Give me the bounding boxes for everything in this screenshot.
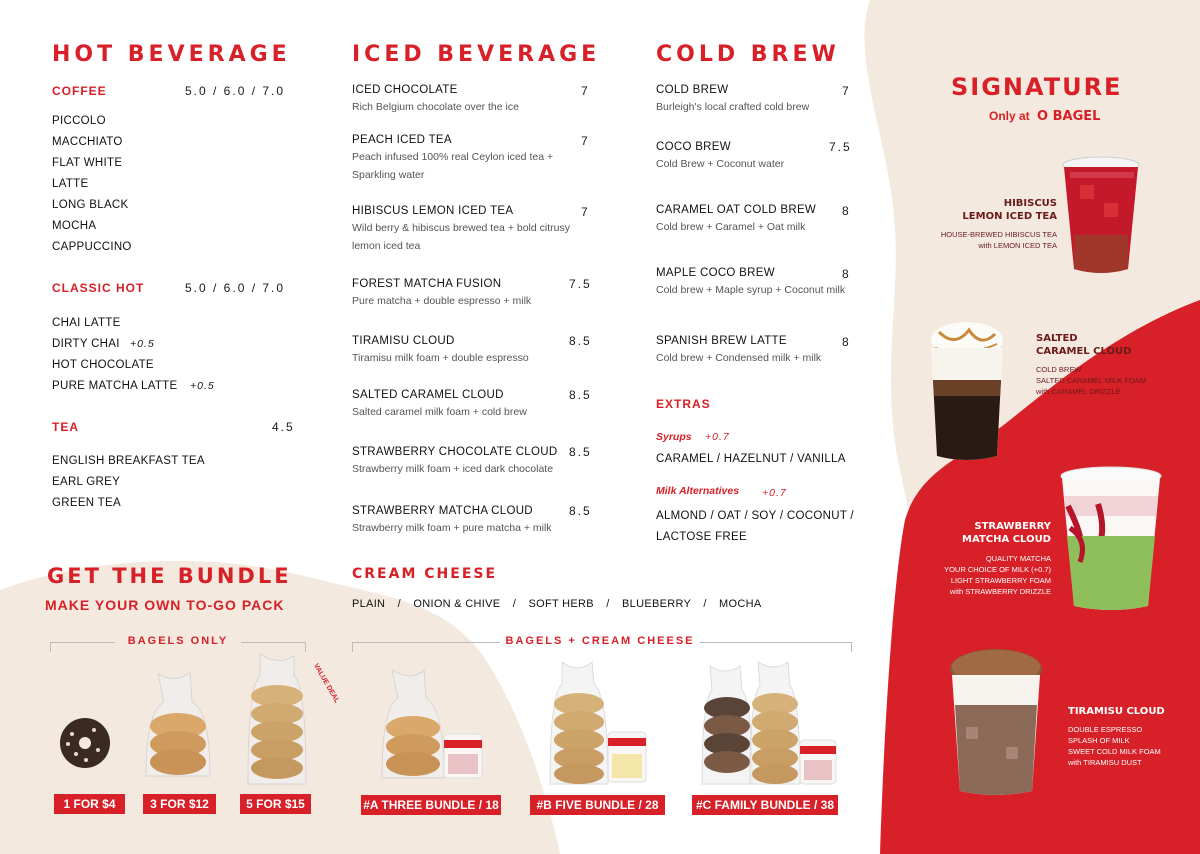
three-bagel-bag-image (140, 672, 216, 784)
salted-caramel-cup-image (925, 318, 1009, 464)
syrups-label: Syrups (656, 431, 692, 443)
syrups-price: +0.7 (705, 431, 730, 443)
drink-desc-line: YOUR CHOICE OF MILK (+0.7) (944, 565, 1051, 574)
cold-item-price: 8 (842, 204, 851, 218)
cold-item-desc: Cold brew + Condensed milk + milk (656, 352, 822, 364)
classic-hot-price: 5.0 / 6.0 / 7.0 (185, 281, 286, 295)
tea-item: ENGLISH BREAKFAST TEA (52, 455, 205, 467)
iced-item-price: 7 (581, 205, 590, 219)
drink-name-line: CARAMEL CLOUD (1036, 346, 1132, 357)
separator: / (703, 598, 707, 610)
signature-subtitle-prefix: Only at (989, 109, 1030, 123)
signature-drink-desc (1068, 724, 1188, 768)
cold-item-desc: Cold brew + Caramel + Oat milk (656, 221, 806, 233)
drink-desc-line: LIGHT STRAWBERRY FOAM (950, 576, 1051, 585)
bundle-b-image (548, 660, 648, 788)
classic-item: HOT CHOCOLATE (52, 359, 154, 371)
iced-item-price: 7 (581, 134, 590, 148)
extras-label: EXTRAS (656, 397, 711, 411)
drink-name-line: TIRAMISU CLOUD (1068, 706, 1165, 717)
cold-item-desc: Burleigh's local crafted cold brew (656, 101, 810, 113)
signature-drink-name (1036, 332, 1146, 358)
price-tag-bundle-b: #B FIVE BUNDLE / 28 (530, 795, 665, 815)
iced-item-desc: Pure matcha + double espresso + milk (352, 295, 532, 307)
drink-desc-line: with STRAWBERRY DRIZZLE (949, 587, 1051, 596)
bundle-a-image (378, 668, 484, 784)
coffee-item: PICCOLO (52, 115, 106, 127)
iced-item-name: SALTED CARAMEL CLOUD (352, 389, 504, 401)
signature-subtitle (989, 109, 1100, 124)
price-tag-5-bagels: 5 FOR $15 (240, 794, 311, 814)
cold-item-price: 7.5 (829, 140, 852, 154)
iced-item-name: STRAWBERRY MATCHA CLOUD (352, 505, 533, 517)
price-tag-3-bagels: 3 FOR $12 (143, 794, 216, 814)
milk-list: LACTOSE FREE (656, 531, 747, 543)
iced-item-price: 7 (581, 84, 590, 98)
coffee-item: LATTE (52, 178, 89, 190)
drink-desc-line: with LEMON ICED TEA (978, 241, 1057, 250)
iced-item-desc: Strawberry milk foam + pure matcha + milk (352, 522, 552, 534)
iced-item-name: HIBISCUS LEMON ICED TEA (352, 205, 514, 217)
single-bagel-image (58, 716, 112, 770)
signature-drink-desc (920, 229, 1057, 251)
price-tag-bundle-c: #C FAMILY BUNDLE / 38 (692, 795, 838, 815)
coffee-item: MOCHA (52, 220, 97, 232)
drink-desc-line: QUALITY MATCHA (985, 554, 1051, 563)
drink-name-line: HIBISCUS (1003, 198, 1057, 209)
coffee-label: COFFEE (52, 84, 107, 98)
strawberry-matcha-cup-image (1058, 466, 1164, 612)
classic-item: DIRTY CHAI (52, 338, 120, 350)
matcha-extra: +0.5 (190, 380, 215, 392)
milk-alternatives-price: +0.7 (762, 487, 787, 499)
drink-desc-line: HOUSE-BREWED HIBISCUS TEA (940, 230, 1057, 239)
drink-desc-line: SWEET COLD MILK FOAM (1068, 747, 1161, 756)
syrups-list: CARAMEL / HAZELNUT / VANILLA (656, 453, 846, 465)
classic-item: CHAI LATTE (52, 317, 121, 329)
iced-item-desc: Salted caramel milk foam + cold brew (352, 406, 527, 418)
separator: / (606, 598, 610, 610)
tea-item: EARL GREY (52, 476, 121, 488)
drink-desc-line: COLD BREW (1036, 365, 1082, 374)
iced-beverage-title: ICED BEVERAGE (352, 42, 601, 67)
drink-desc-line: with CARAMEL DRIZZLE (1036, 387, 1121, 396)
tea-label: TEA (52, 420, 79, 434)
coffee-item: CAPPUCCINO (52, 241, 132, 253)
iced-item-desc: Strawberry milk foam + iced dark chocolate (352, 463, 554, 475)
iced-item-name: FOREST MATCHA FUSION (352, 278, 502, 290)
cold-item-price: 8 (842, 267, 851, 281)
hot-beverage-title: HOT BEVERAGE (52, 42, 291, 67)
classic-hot-label: CLASSIC HOT (52, 281, 145, 295)
cold-item-desc: Cold brew + Maple syrup + Coconut milk (656, 284, 846, 296)
bagels-only-label: BAGELS ONLY (115, 635, 241, 647)
flavor: BLUEBERRY (622, 598, 691, 610)
classic-item: PURE MATCHA LATTE (52, 380, 178, 392)
tea-price: 4.5 (272, 420, 295, 434)
cold-item-name: MAPLE COCO BREW (656, 267, 775, 279)
drink-name-line: LEMON ICED TEA (962, 211, 1057, 222)
iced-item-price: 8.5 (569, 388, 592, 402)
flavor: MOCHA (719, 598, 762, 610)
drink-desc-line: with TIRAMISU DUST (1068, 758, 1142, 767)
cold-item-name: SPANISH BREW LATTE (656, 335, 787, 347)
cold-item-desc: Cold Brew + Coconut water (656, 158, 785, 170)
iced-item-desc: Rich Belgium chocolate over the ice (352, 101, 519, 113)
drink-desc-line: SPLASH OF MILK (1068, 736, 1130, 745)
milk-alternatives-label: Milk Alternatives (656, 485, 740, 497)
drink-desc-line: SALTED CARAMEL MILK FOAM (1036, 376, 1147, 385)
signature-drink-name (1068, 705, 1178, 718)
tea-item: GREEN TEA (52, 497, 121, 509)
signature-drink-desc (1036, 364, 1166, 397)
cold-item-name: CARAMEL OAT COLD BREW (656, 204, 817, 216)
iced-item-price: 8.5 (569, 334, 592, 348)
flavor: SOFT HERB (528, 598, 594, 610)
coffee-price: 5.0 / 6.0 / 7.0 (185, 84, 286, 98)
iced-item-name: PEACH ICED TEA (352, 134, 452, 146)
value-deal-stamp: VALUE DEAL (312, 662, 341, 705)
cold-item-name: COCO BREW (656, 141, 731, 153)
separator: / (397, 598, 402, 610)
signature-drink-name (945, 197, 1057, 223)
drink-name-line: SALTED (1036, 333, 1078, 344)
cold-item-price: 8 (842, 335, 851, 349)
iced-item-desc: Peach infused 100% real Ceylon iced tea + Sparkling water (352, 151, 554, 181)
signature-title: SIGNATURE (951, 73, 1123, 101)
brand-name: O BAGEL (1037, 109, 1101, 124)
iced-item-price: 8.5 (569, 504, 592, 518)
hibiscus-cup-image (1060, 155, 1142, 275)
drink-name-line: MATCHA CLOUD (962, 534, 1051, 545)
cream-cheese-flavors (352, 598, 761, 610)
iced-item-name: STRAWBERRY CHOCOLATE CLOUD (352, 446, 558, 458)
five-bagel-bag-image (244, 652, 310, 788)
coffee-item: FLAT WHITE (52, 157, 123, 169)
tiramisu-cup-image (946, 647, 1046, 797)
iced-item-desc: Tiramisu milk foam + double espresso (352, 352, 529, 364)
bundle-title: GET THE BUNDLE (47, 564, 292, 588)
signature-drink-desc (910, 553, 1051, 597)
separator: / (512, 598, 517, 610)
price-tag-1-bagel: 1 FOR $4 (54, 794, 125, 814)
coffee-item: MACCHIATO (52, 136, 123, 148)
bagels-cc-label: BAGELS + CREAM CHEESE (500, 635, 700, 647)
cold-item-name: COLD BREW (656, 84, 729, 96)
price-tag-bundle-a: #A THREE BUNDLE / 18 (361, 795, 501, 815)
drink-name-line: STRAWBERRY (974, 521, 1051, 532)
flavor: PLAIN (352, 598, 386, 610)
iced-item-name: TIRAMISU CLOUD (352, 335, 455, 347)
iced-item-desc: Wild berry & hibiscus brewed tea + bold citrusy lemon iced tea (352, 222, 570, 252)
bundle-subtitle: MAKE YOUR OWN TO-GO PACK (45, 597, 285, 613)
milk-list: ALMOND / OAT / SOY / COCONUT / (656, 510, 854, 522)
iced-item-price: 7.5 (569, 277, 592, 291)
bundle-c-image (700, 660, 840, 788)
drink-desc-line: DOUBLE ESPRESSO (1068, 725, 1143, 734)
flavor: ONION & CHIVE (413, 598, 501, 610)
signature-drink-name (935, 520, 1051, 546)
dirty-chai-extra: +0.5 (130, 338, 155, 350)
cold-brew-title: COLD BREW (656, 42, 840, 67)
iced-item-price: 8.5 (569, 445, 592, 459)
iced-item-name: ICED CHOCOLATE (352, 84, 458, 96)
coffee-item: LONG BLACK (52, 199, 129, 211)
cold-item-price: 7 (842, 84, 851, 98)
cream-cheese-title: CREAM CHEESE (352, 566, 498, 582)
